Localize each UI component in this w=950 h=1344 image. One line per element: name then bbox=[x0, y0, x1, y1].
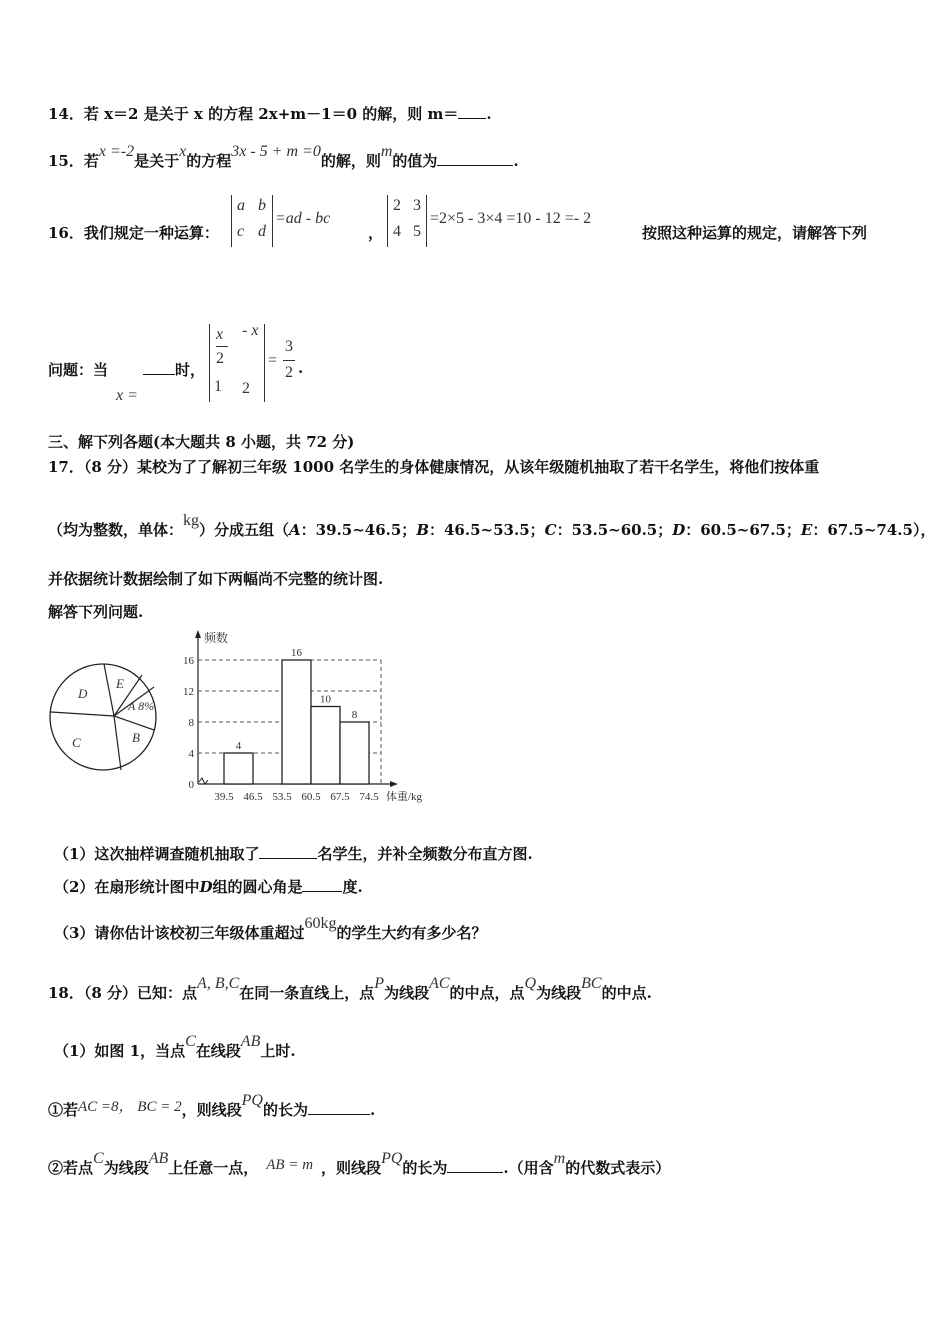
q17-sub3 bbox=[54, 915, 487, 943]
q18-q: Q bbox=[524, 975, 537, 992]
bar-label-67.5~74.5: 8 bbox=[351, 709, 358, 721]
q18-r1b: ，则线段 bbox=[181, 1101, 242, 1119]
q18-s1c: 上时. bbox=[260, 1042, 296, 1060]
bar-label-60.5~67.5: 10 bbox=[320, 693, 331, 706]
det2-4: 4 bbox=[393, 223, 401, 240]
q16-line2b: 时， bbox=[175, 361, 206, 379]
q16-line2a: 问题：当 bbox=[48, 361, 109, 379]
pie-label-d: D bbox=[78, 686, 88, 701]
group-d-key: D bbox=[672, 521, 686, 539]
bar-60.5~67.5 bbox=[311, 707, 340, 785]
pie-divider-ab bbox=[114, 716, 154, 730]
pie-divider-bc bbox=[114, 716, 121, 770]
q17-s2c: 度. bbox=[342, 878, 363, 896]
q17-unit: kg bbox=[183, 512, 200, 529]
q18-ac: AC bbox=[429, 975, 450, 992]
bar-label-39.5~46.5: 4 bbox=[235, 740, 242, 752]
x-axis-arrow bbox=[390, 781, 398, 787]
bar-67.5~74.5 bbox=[340, 722, 369, 784]
q17-s1a: （1）这次抽样调查随机抽取了 bbox=[54, 845, 260, 863]
bar-53.5~60.5 bbox=[282, 660, 311, 784]
y-tick-8: 8 bbox=[188, 717, 194, 729]
q15-t4: 的值为 bbox=[392, 152, 438, 170]
q18-r2g: 的代数式表示） bbox=[565, 1159, 671, 1177]
q15-num: 15．若 bbox=[48, 152, 99, 170]
q16-det1 bbox=[231, 195, 273, 247]
group-b-range: ：46.5~53.5； bbox=[429, 521, 545, 539]
q15-t3: 的解，则 bbox=[320, 152, 381, 170]
q18-c: C bbox=[185, 1033, 196, 1050]
group-d-range: ：60.5~67.5； bbox=[685, 521, 801, 539]
q17-line2 bbox=[48, 512, 936, 540]
x-tick-39.5: 39.5 bbox=[214, 791, 234, 803]
q17-l2a: （均为整数，单体： bbox=[48, 521, 184, 539]
group-c-key: C bbox=[544, 521, 557, 539]
det3-2a: 2 bbox=[216, 350, 224, 367]
q16-num: 16．我们规定一种运算： bbox=[48, 224, 219, 242]
q17-s3a: （3）请你估计该校初三年级体重超过 bbox=[54, 924, 305, 942]
q18-pq-2: PQ bbox=[381, 1150, 403, 1167]
det2-2: 2 bbox=[393, 197, 401, 214]
q17-line1: 17．（8 分）某校为了了解初三年级 1000 名学生的身体健康情况，从该年级随机抽取了若干名学生，将他们按体重 bbox=[48, 458, 820, 476]
det1-a: a bbox=[237, 197, 245, 214]
q16-res-num: 3 bbox=[285, 338, 293, 355]
y-tick-16: 16 bbox=[183, 655, 194, 667]
q18-ab: AB bbox=[240, 1033, 261, 1050]
q18-ab-2: AB bbox=[148, 1150, 169, 1167]
det3-fraction-bar bbox=[216, 346, 228, 347]
q15-expr2: 3x - 5 + m =0 bbox=[231, 143, 321, 160]
q17-s3b: 的学生大约有多少名？ bbox=[336, 924, 487, 942]
y-tick-0: 0 bbox=[188, 779, 194, 791]
group-b-key: B bbox=[416, 521, 429, 539]
axis-break bbox=[199, 778, 208, 784]
det3-1: 1 bbox=[214, 378, 222, 395]
q16-eq1: =ad - bc bbox=[275, 210, 331, 227]
q15-blank bbox=[437, 151, 513, 166]
y-tick-12: 12 bbox=[183, 686, 194, 698]
q18-pq-1: PQ bbox=[241, 1092, 263, 1109]
q17-s2-blank bbox=[302, 877, 342, 892]
q18-l1c: 为线段 bbox=[384, 984, 430, 1002]
det3-x: x bbox=[216, 326, 224, 343]
q16-tail: 按照这种运算的规定，请解答下列 bbox=[642, 224, 868, 242]
q18-r2c: 上任意一点， bbox=[168, 1159, 259, 1177]
q17-line3: 并依据统计数据绘制了如下两幅尚不完整的统计图. bbox=[48, 570, 384, 588]
q17-sub2 bbox=[54, 876, 363, 897]
q17-s2k: D bbox=[199, 878, 213, 896]
q18-p: P bbox=[374, 975, 385, 992]
q17-s2b: 组的圆心角是 bbox=[212, 878, 303, 896]
y-axis-arrow bbox=[195, 630, 201, 638]
q18-r2-blank bbox=[447, 1158, 503, 1173]
q17-s1-blank bbox=[259, 844, 317, 859]
q18-s1a: （1）如图 1，当点 bbox=[54, 1042, 186, 1060]
q18-l1a: 18．（8 分）已知：点 bbox=[48, 984, 198, 1002]
group-c-range: ：53.5~60.5； bbox=[556, 521, 673, 539]
x-tick-46.5: 46.5 bbox=[243, 791, 263, 803]
q17-s1b: 名学生，并补全频数分布直方图. bbox=[317, 845, 533, 863]
group-e-key: E bbox=[800, 521, 813, 539]
pie-label-c: C bbox=[72, 735, 81, 750]
q18-pts: A, B,C bbox=[197, 975, 240, 992]
q18-r1c: 的长为 bbox=[262, 1101, 308, 1119]
pie-divider-cd bbox=[51, 712, 114, 716]
q18-r2b: 为线段 bbox=[103, 1159, 149, 1177]
q16-res-eq: = bbox=[268, 352, 278, 369]
q14-text: 14． bbox=[48, 105, 84, 123]
q16-line2b-wrap bbox=[143, 359, 205, 380]
q18-sub1 bbox=[54, 1033, 296, 1061]
q18-bc: BC bbox=[581, 975, 602, 992]
y-tick-4: 4 bbox=[188, 748, 194, 760]
q18-item1 bbox=[48, 1092, 376, 1120]
q16-dot: . bbox=[298, 359, 304, 377]
q18-l1e: 为线段 bbox=[536, 984, 582, 1002]
q18-item2 bbox=[48, 1150, 671, 1178]
det1-b: b bbox=[258, 197, 266, 214]
det2-5: 5 bbox=[413, 223, 421, 240]
q17-sub1 bbox=[54, 843, 533, 864]
histogram-marks bbox=[214, 647, 379, 803]
q18-r1a: ①若 bbox=[48, 1101, 79, 1119]
pie-label-e: E bbox=[116, 676, 124, 691]
question-15 bbox=[48, 143, 519, 171]
q15-m: m bbox=[380, 143, 393, 160]
q15-expr1: x =-2 bbox=[98, 143, 135, 160]
y-axis-label: 频数 bbox=[204, 631, 229, 645]
det1-d: d bbox=[258, 223, 266, 240]
q18-r2a: ②若点 bbox=[48, 1159, 94, 1177]
q16-det2 bbox=[387, 195, 427, 247]
q16-comma: ， bbox=[368, 224, 384, 242]
q18-r2d: ，则线段 bbox=[321, 1159, 382, 1177]
x-tick-53.5: 53.5 bbox=[272, 791, 292, 803]
q18-c-2: C bbox=[93, 1150, 104, 1167]
histogram-chart bbox=[176, 626, 440, 806]
q18-r1-blank bbox=[308, 1100, 370, 1115]
x-axis-label: 体重/kg bbox=[386, 791, 423, 803]
q16-eq2: =2×5 - 3×4 =10 - 12 =- 2 bbox=[430, 210, 592, 227]
q17-l2c: ）， bbox=[912, 521, 936, 539]
q18-mvar: m bbox=[553, 1150, 566, 1167]
q18-l1b: 在同一条直线上，点 bbox=[239, 984, 375, 1002]
q16-xeq: x = bbox=[116, 387, 138, 404]
q14-body: 若 x＝2 是关于 x 的方程 2x+m－1＝0 的解，则 m＝ bbox=[83, 105, 459, 123]
q15-t1: 是关于 bbox=[134, 152, 180, 170]
q18-line1 bbox=[48, 975, 652, 1003]
q17-l2b: ）分成五组（ bbox=[199, 521, 290, 539]
group-a-key: A bbox=[289, 521, 301, 539]
x-tick-67.5: 67.5 bbox=[330, 791, 350, 803]
q18-r1expr: AC =8， BC = 2 bbox=[78, 1099, 182, 1115]
det2-3: 3 bbox=[413, 197, 421, 214]
pie-divider-de bbox=[104, 664, 114, 716]
q15-t2: 的方程 bbox=[186, 152, 232, 170]
pie-label-b: B bbox=[132, 730, 140, 745]
q17-s2a: （2）在扇形统计图中 bbox=[54, 878, 200, 896]
pie-circle bbox=[50, 664, 156, 770]
det3-2b: 2 bbox=[242, 380, 250, 397]
question-14 bbox=[48, 103, 492, 124]
q18-r1end: . bbox=[369, 1101, 376, 1119]
q17-line4: 解答下列问题. bbox=[48, 603, 144, 621]
q18-r2expr: AB = m bbox=[266, 1157, 314, 1173]
q18-l1d: 的中点，点 bbox=[449, 984, 525, 1002]
det1-c: c bbox=[237, 223, 245, 240]
q18-s1b: 在线段 bbox=[195, 1042, 241, 1060]
q18-l1f: 的中点. bbox=[601, 984, 652, 1002]
q16-res-bar bbox=[283, 360, 295, 361]
q15-var: x bbox=[179, 143, 187, 160]
bar-label-53.5~60.5: 16 bbox=[291, 647, 302, 659]
q16-det3 bbox=[209, 324, 265, 402]
q16-res-den: 2 bbox=[285, 364, 293, 381]
section-heading: 三、解下列各题(本大题共 8 小题，共 72 分) bbox=[48, 433, 355, 451]
pie-label-a: A 8% bbox=[128, 699, 155, 713]
x-tick-60.5: 60.5 bbox=[301, 791, 321, 803]
pie-chart bbox=[44, 660, 164, 780]
q16-blank bbox=[143, 360, 175, 375]
x-tick-74.5: 74.5 bbox=[359, 791, 379, 803]
q18-r2f: .（用含 bbox=[503, 1159, 554, 1177]
q18-r2e: 的长为 bbox=[402, 1159, 448, 1177]
det3-negx: - x bbox=[242, 322, 259, 339]
q14-blank bbox=[458, 104, 486, 119]
q14-end: . bbox=[486, 105, 492, 123]
q17-s3w: 60kg bbox=[304, 915, 337, 932]
group-e-range: ：67.5~74.5 bbox=[812, 521, 913, 539]
group-a-range: ：39.5~46.5； bbox=[300, 521, 417, 539]
q15-end: . bbox=[513, 152, 519, 170]
bar-39.5~46.5 bbox=[224, 753, 253, 784]
